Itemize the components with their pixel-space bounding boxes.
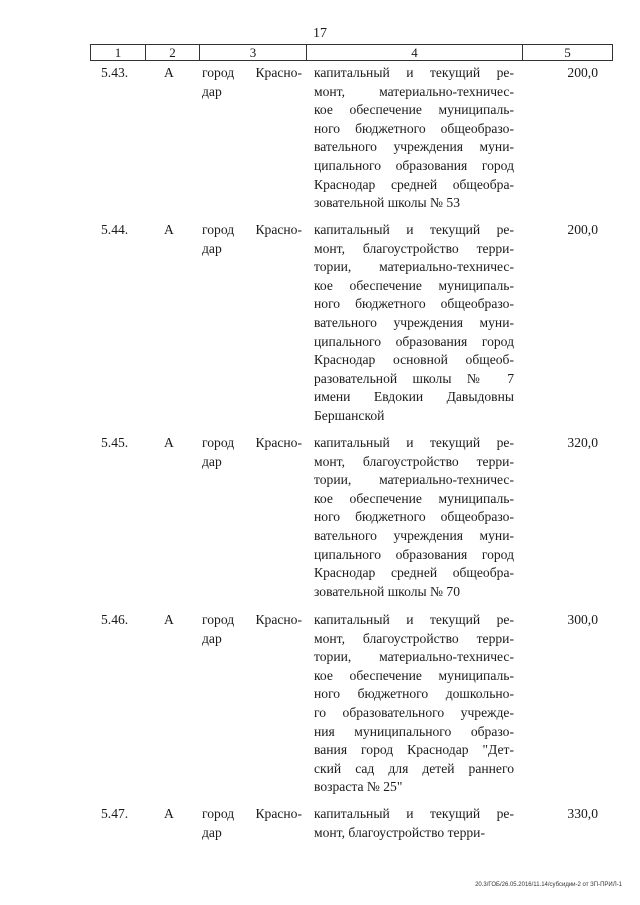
description-line: тории, материально-техничес- — [314, 259, 514, 275]
description-line: имени Евдокии Давыдовны — [314, 389, 514, 405]
row-description — [314, 805, 514, 842]
description-line: разовательной школы № 7 — [314, 370, 514, 386]
description-line: капитальный и текущий ре- — [314, 612, 514, 627]
row-description — [314, 434, 514, 601]
municipality-word: дар — [202, 453, 222, 469]
description-line: монт, благоустройство терри- — [314, 240, 514, 256]
description-line: вательного учреждения муни- — [314, 139, 514, 155]
description-line: кое обеспечение муниципаль- — [314, 490, 514, 506]
description-line: тории, материально-техничес- — [314, 472, 514, 488]
row-number: 5.46. — [101, 612, 129, 627]
description-line: Краснодар средней общеобра- — [314, 176, 514, 192]
description-line: капитальный и текущий ре- — [314, 806, 514, 821]
municipality-word: Красно- — [255, 65, 302, 80]
row-category: А — [164, 222, 174, 237]
description-line: кое обеспечение муниципаль- — [314, 667, 514, 683]
description-line: возраста № 25" — [314, 779, 403, 795]
row-amount: 320,0 — [567, 435, 598, 450]
description-line: Краснодар средней общеобра- — [314, 565, 514, 581]
description-line: ного бюджетного общеобразо- — [314, 509, 514, 525]
row-municipality — [202, 221, 302, 258]
description-line: капитальный и текущий ре- — [314, 65, 514, 80]
municipality-word: Красно- — [255, 222, 302, 237]
description-line: монт, благоустройство терри- — [314, 453, 514, 469]
description-line: кое обеспечение муниципаль- — [314, 102, 514, 118]
row-number: 5.45. — [101, 435, 129, 450]
description-line: монт, материально-техничес- — [314, 83, 514, 99]
row-description — [314, 221, 514, 426]
description-line: ципального образования город — [314, 157, 514, 173]
header-col-3: 3 — [200, 45, 307, 60]
description-line: капитальный и текущий ре- — [314, 222, 514, 237]
municipality-word: город — [202, 435, 235, 450]
row-description — [314, 64, 514, 213]
row-number: 5.43. — [101, 65, 129, 80]
row-number: 5.47. — [101, 806, 129, 821]
description-line: ного бюджетного дошкольно- — [314, 686, 514, 702]
row-municipality — [202, 434, 302, 471]
row-category: А — [164, 806, 174, 821]
description-line: го образовательного учрежде- — [314, 704, 514, 720]
municipality-word: Красно- — [255, 806, 302, 821]
table-header — [90, 44, 613, 61]
header-col-5: 5 — [564, 45, 571, 60]
description-line: Бершанской — [314, 407, 385, 423]
row-amount: 330,0 — [567, 806, 598, 821]
row-municipality — [202, 611, 302, 648]
municipality-word: дар — [202, 83, 222, 99]
description-line: ного бюджетного общеобразо- — [314, 120, 514, 136]
row-category: А — [164, 435, 174, 450]
row-category: А — [164, 65, 174, 80]
municipality-word: дар — [202, 824, 222, 840]
description-line: ния муниципального образо- — [314, 723, 514, 739]
description-line: вательного учреждения муни- — [314, 527, 514, 543]
description-line: капитальный и текущий ре- — [314, 435, 514, 450]
municipality-word: город — [202, 806, 235, 821]
description-line: монт, благоустройство терри- — [314, 630, 514, 646]
row-amount: 300,0 — [567, 612, 598, 627]
row-number: 5.44. — [101, 222, 129, 237]
description-line: ципального образования город — [314, 546, 514, 562]
description-line: кое обеспечение муниципаль- — [314, 277, 514, 293]
header-col-1: 1 — [91, 45, 146, 60]
footer-reference: 20.3/ГОБ/26.05.2016/11.14/субсидии-2 от ЗП-ПРИЛ-1 — [475, 882, 622, 888]
row-description — [314, 611, 514, 797]
municipality-word: город — [202, 222, 235, 237]
municipality-word: дар — [202, 630, 222, 646]
row-municipality — [202, 805, 302, 842]
description-line: монт, благоустройство терри- — [314, 824, 485, 840]
description-line: Краснодар основной общеоб- — [314, 352, 514, 368]
row-amount: 200,0 — [567, 222, 598, 237]
description-line: ного бюджетного общеобразо- — [314, 296, 514, 312]
municipality-word: дар — [202, 240, 222, 256]
row-amount: 200,0 — [567, 65, 598, 80]
description-line: ципального образования город — [314, 333, 514, 349]
description-line: вания город Краснодар "Дет- — [314, 742, 514, 758]
header-col-2: 2 — [146, 45, 200, 60]
page-number: 17 — [313, 26, 327, 41]
municipality-word: Красно- — [255, 435, 302, 450]
header-col-4: 4 — [307, 45, 523, 60]
municipality-word: город — [202, 65, 235, 80]
description-line: тории, материально-техничес- — [314, 649, 514, 665]
description-line: вательного учреждения муни- — [314, 314, 514, 330]
description-line: ский сад для детей раннего — [314, 760, 514, 776]
municipality-word: город — [202, 612, 235, 627]
description-line: зовательной школы № 53 — [314, 195, 460, 211]
row-municipality — [202, 64, 302, 101]
municipality-word: Красно- — [255, 612, 302, 627]
description-line: зовательной школы № 70 — [314, 583, 460, 599]
row-category: А — [164, 612, 174, 627]
